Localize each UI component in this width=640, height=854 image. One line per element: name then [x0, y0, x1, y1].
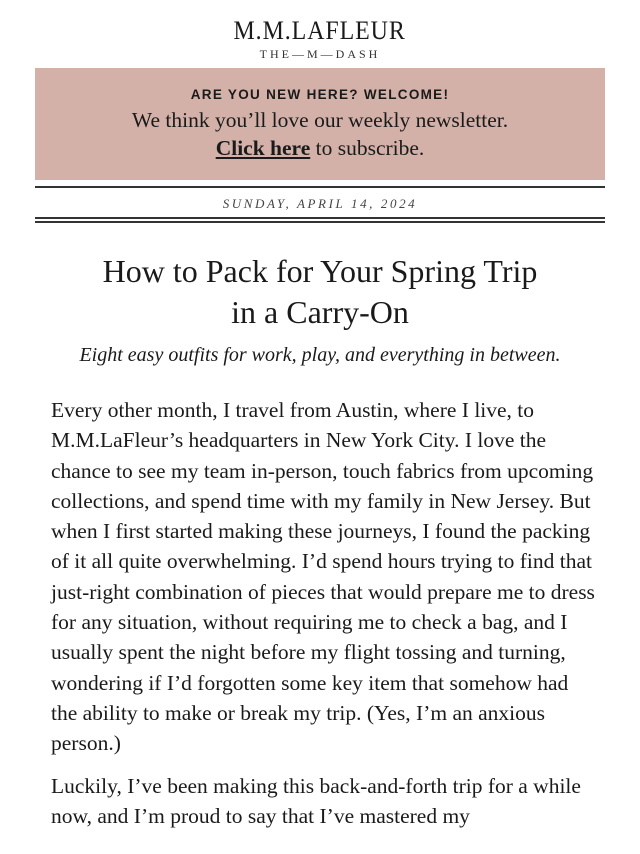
subscribe-line-rest: to subscribe. [310, 136, 425, 160]
banner-subscribe-line [35, 134, 605, 162]
article-title-line2: in a Carry-On [231, 294, 409, 330]
divider-top [35, 186, 605, 188]
article-title [35, 251, 605, 333]
article-subtitle: Eight easy outfits for work, play, and everything in between. [79, 344, 561, 366]
brand-logo[interactable]: M.M.LAFLEUR [233, 16, 407, 45]
welcome-banner [35, 68, 605, 180]
article-paragraph: Luckily, I’ve been making this back-and-forth trip for a while now, and I’m proud to say that I’ve mastered my [51, 773, 581, 828]
divider-bottom-second [35, 221, 605, 223]
subscribe-link[interactable]: Click here [215, 136, 311, 160]
article-body [51, 395, 596, 843]
article-paragraph: Every other month, I travel from Austin, where I live, to M.M.LaFleur’s headquarters in New York City. I love the chance to see my team in-person, touch fabrics from upcoming collections, and spend time with my family in New Jersey. But when I first started making these journeys, I found the packing of it all quite overwhelming. I’d spend hours trying to find that just-right combination of pieces that would prepare me to dress for any situation, without requiring me to check a bag, and I usually spent the night before my flight tossing and turning, wondering if I’d forgotten some key item that somehow had the ability to make or break my trip. (Yes, I’m an anxious person.) [51, 398, 595, 756]
article-title-line1: How to Pack for Your Spring Trip [102, 253, 538, 289]
divider-bottom [35, 217, 605, 219]
banner-kicker: ARE YOU NEW HERE? WELCOME! [190, 87, 450, 102]
issue-date: SUNDAY, APRIL 14, 2024 [222, 196, 418, 211]
newsletter-name: THE—M—DASH [259, 47, 381, 61]
masthead [0, 16, 640, 61]
banner-message: We think you’ll love our weekly newsletter. [131, 108, 509, 132]
